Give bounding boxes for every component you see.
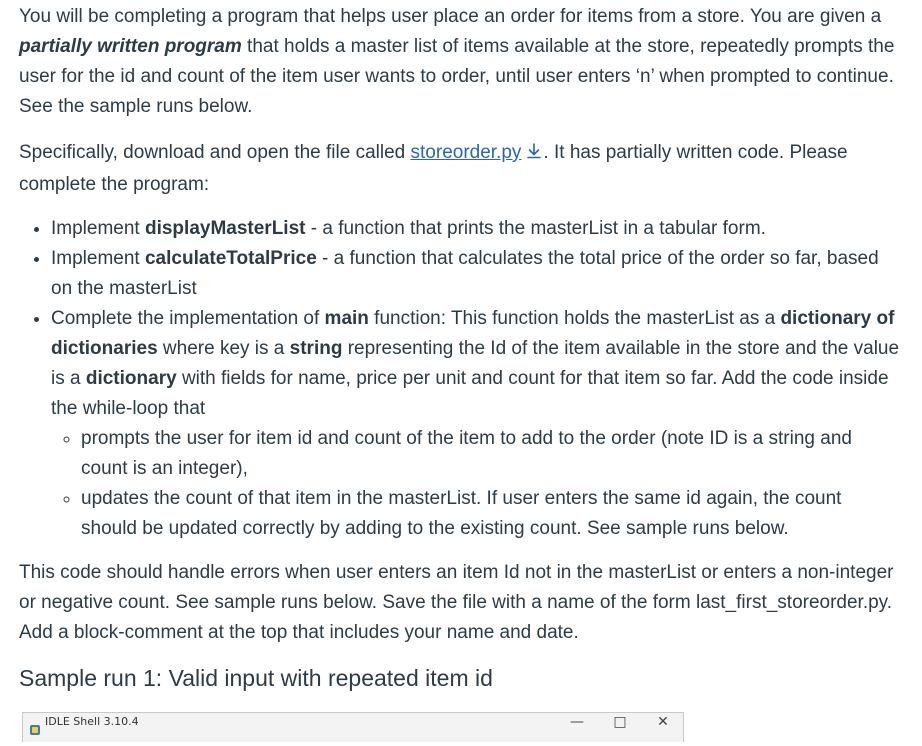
- list-item: [51, 304, 902, 544]
- sub-list-item: ◦ updates the count of that item in the masterList. If user enters the same id again, the count should be updated correctly by adding to the existing count. See sample runs below.: [81, 484, 902, 544]
- maximize-button[interactable]: □: [613, 714, 627, 730]
- bold-term: dictionary: [85, 368, 177, 389]
- download-paragraph: [19, 138, 902, 200]
- intro-text: You will be completing a program that helps user place an order for items from a store. You are given a: [19, 6, 882, 27]
- sub-task-list: [51, 424, 902, 544]
- storeorder-file-link[interactable]: storeorder.py: [410, 142, 522, 163]
- python-idle-icon: [29, 716, 41, 728]
- task-list: [19, 214, 902, 544]
- idle-shell-window-titlebar[interactable]: [22, 712, 684, 742]
- idle-window-title: IDLE Shell 3.10.4: [45, 715, 139, 728]
- function-name-main: main: [324, 308, 369, 329]
- sub-list-item: ◦ prompts the user for item id and count of the item to add to the order (note ID is a string and count is an integer),: [81, 424, 902, 484]
- bold-term: string: [289, 338, 343, 359]
- list-item-text: Implement: [51, 248, 145, 269]
- close-button[interactable]: ✕: [657, 714, 669, 730]
- bold-term: dictionary of dictionaries: [51, 308, 895, 359]
- list-item-text: function: This function holds the masterList as a: [368, 308, 781, 329]
- list-item-text: Complete the implementation of: [51, 308, 325, 329]
- list-item-text: - a function that calculates the total price of the order so far, based on the masterList: [51, 248, 879, 299]
- intro-bold-text: partially written program: [19, 36, 242, 57]
- list-item-text: where key is a: [157, 338, 290, 359]
- list-item-text: - a function that prints the masterList in a tabular form.: [305, 218, 766, 239]
- list-item: [51, 244, 902, 304]
- intro-rest-text: that holds a master list of items available at the store, repeatedly prompts the user for the id and count of the item user wants to order, until user enters ‘n’ when prompted to continue. See the sample runs below.: [19, 36, 895, 117]
- minimize-button[interactable]: —: [570, 714, 584, 730]
- download-icon[interactable]: [525, 140, 543, 170]
- list-item-text: representing the Id of the item available in the store and the value is a: [51, 338, 900, 389]
- function-name-display-master-list: displayMasterList: [144, 218, 306, 239]
- download-before-text: Specifically, download and open the file called: [19, 142, 411, 163]
- list-item: [51, 214, 902, 244]
- function-name-calculate-total-price: calculateTotalPrice: [144, 248, 317, 269]
- errors-paragraph: This code should handle errors when user enters an item Id not in the masterList or enters a non-integer or negative count. See sample runs below. Save the file with a name of the form last_first_storeorder.py. Add a block-comment at the top that includes your name and date.: [19, 562, 894, 643]
- list-item-text: with fields for name, price per unit and count for that item so far. Add the code inside the while-loop that: [51, 368, 889, 419]
- sample-run-heading: Sample run 1: Valid input with repeated item id: [19, 665, 493, 691]
- list-item-text: Implement: [51, 218, 145, 239]
- download-after-text: . It has partially written code. Please complete the program:: [19, 142, 848, 195]
- intro-paragraph: [19, 2, 902, 122]
